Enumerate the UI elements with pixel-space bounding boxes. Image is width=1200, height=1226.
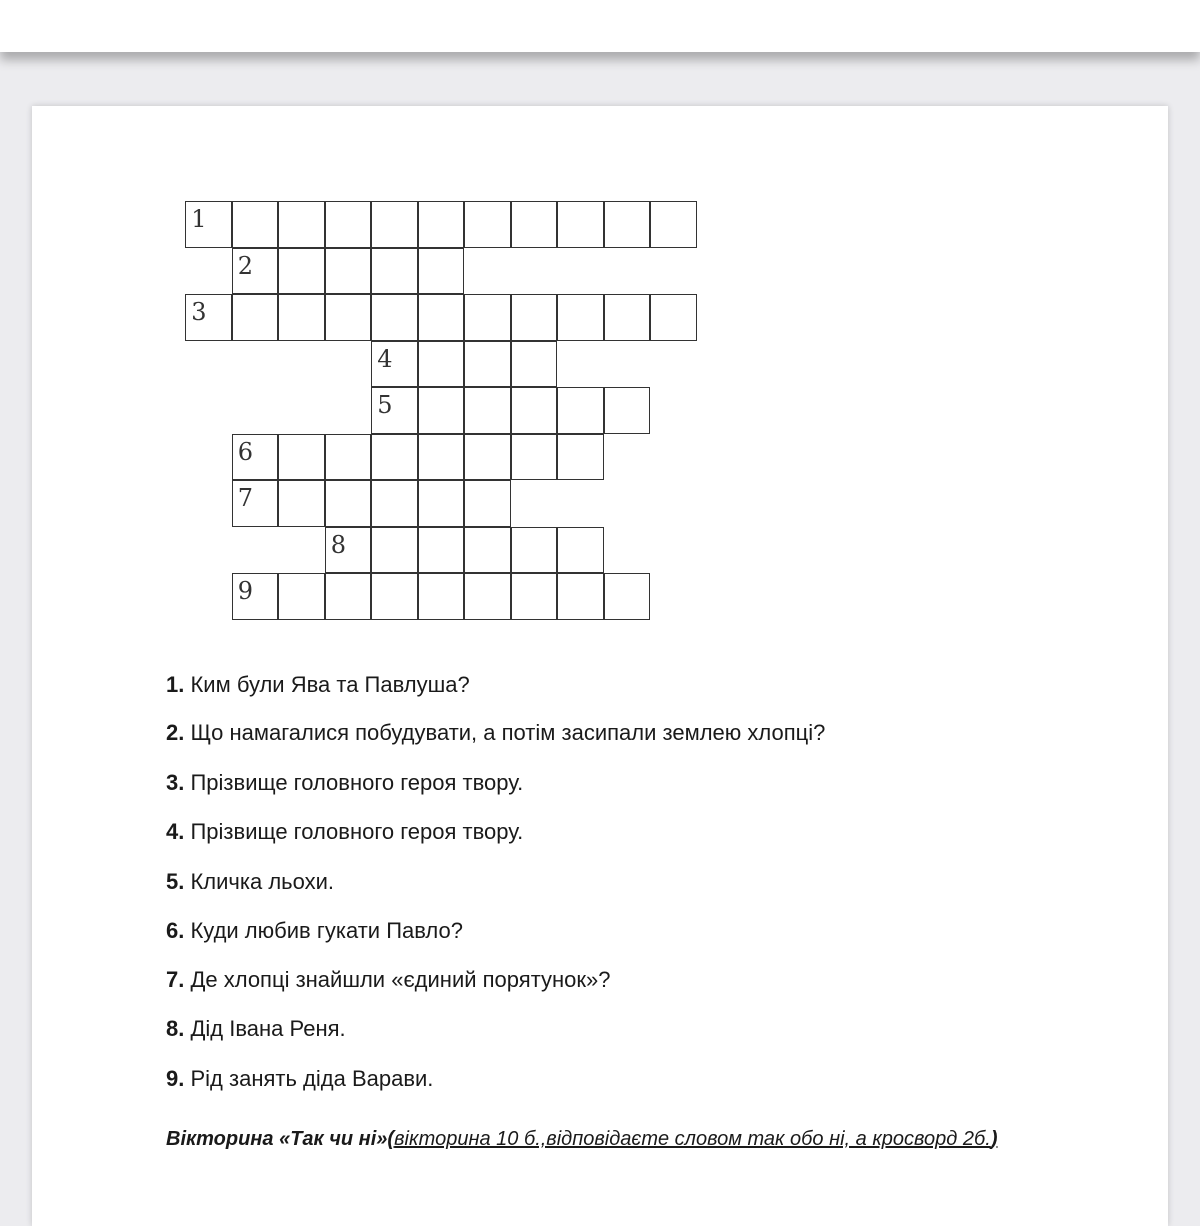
- crossword-cell: [325, 480, 372, 527]
- crossword-cell: [511, 527, 558, 574]
- crossword-cell: [464, 294, 511, 341]
- crossword-cell: [418, 527, 465, 574]
- crossword-cell: [511, 294, 558, 341]
- crossword-cell: [232, 480, 279, 527]
- crossword-cell: [604, 387, 651, 434]
- crossword-number: 7: [237, 484, 253, 513]
- crossword-number: 9: [237, 577, 253, 606]
- crossword-cell: [185, 294, 232, 341]
- crossword-cell: [511, 434, 558, 481]
- crossword-cell: [325, 201, 372, 248]
- question-7: 7. Де хлопці знайшли «єдиний порятунок»?: [166, 967, 611, 992]
- crossword-cell: [511, 387, 558, 434]
- question-9: 9. Рід занять діда Варави.: [166, 1066, 434, 1091]
- question-5: 5. Кличка льохи.: [166, 869, 335, 894]
- crossword-cell: [557, 294, 604, 341]
- crossword-cell: [325, 434, 372, 481]
- crossword-cell: [325, 294, 372, 341]
- crossword-cell: [418, 341, 465, 388]
- crossword-grid: [32, 106, 1168, 1226]
- crossword-number: 6: [237, 437, 253, 466]
- crossword-cell: [418, 294, 465, 341]
- crossword-number: 4: [377, 344, 393, 373]
- crossword-cell: [511, 573, 558, 620]
- document-page: [32, 106, 1168, 1226]
- crossword-cell: [511, 201, 558, 248]
- crossword-number: 5: [377, 391, 393, 420]
- crossword-cell: [371, 527, 418, 574]
- crossword-cell: [278, 573, 325, 620]
- crossword-cell: [418, 434, 465, 481]
- quiz-title: Вікторина «Так чи ні»: [166, 1128, 388, 1150]
- top-bar: [0, 0, 1200, 52]
- crossword-cell: [418, 387, 465, 434]
- crossword-cell: [650, 201, 697, 248]
- crossword-cell: [278, 294, 325, 341]
- crossword-cell: [557, 201, 604, 248]
- crossword-cell: [185, 201, 232, 248]
- crossword-cell: [232, 201, 279, 248]
- crossword-cell: [371, 434, 418, 481]
- crossword-cell: [278, 434, 325, 481]
- crossword-cell: [604, 573, 651, 620]
- crossword-number: 8: [330, 530, 346, 559]
- question-4: 4. Прізвище головного героя твору.: [166, 819, 524, 844]
- crossword-cell: [557, 434, 604, 481]
- crossword-cell: [418, 248, 465, 295]
- crossword-cell: [325, 573, 372, 620]
- crossword-cell: [325, 527, 372, 574]
- crossword-cell: [371, 341, 418, 388]
- crossword-cell: [371, 573, 418, 620]
- crossword-cell: [278, 480, 325, 527]
- crossword-number: 2: [237, 251, 253, 280]
- crossword-cell: [418, 201, 465, 248]
- quiz-note: вікторина 10 б.,відповідаєте словом так обо ні, а кросворд 2б.: [394, 1128, 991, 1150]
- crossword-cell: [278, 201, 325, 248]
- crossword-cell: [557, 387, 604, 434]
- crossword-cell: [464, 573, 511, 620]
- crossword-cell: [325, 248, 372, 295]
- question-3: 3. Прізвище головного героя твору.: [166, 770, 524, 795]
- crossword-cell: [232, 573, 279, 620]
- crossword-cell: [464, 480, 511, 527]
- crossword-cell: [371, 248, 418, 295]
- crossword-cell: [232, 248, 279, 295]
- crossword-cell: [418, 480, 465, 527]
- crossword-cell: [604, 294, 651, 341]
- question-6: 6. Куди любив гукати Павло?: [166, 918, 463, 943]
- crossword-cell: [371, 480, 418, 527]
- crossword-cell: [371, 201, 418, 248]
- crossword-cell: [511, 341, 558, 388]
- crossword-number: 3: [191, 298, 207, 327]
- crossword-cell: [232, 434, 279, 481]
- crossword-cell: [278, 248, 325, 295]
- crossword-cell: [232, 294, 279, 341]
- crossword-cell: [418, 573, 465, 620]
- crossword-cell: [557, 573, 604, 620]
- crossword-cell: [371, 294, 418, 341]
- crossword-cell: [371, 387, 418, 434]
- quiz-heading: Вікторина «Так чи ні»(вікторина 10 б.,відповідаєте словом так обо ні, а кросворд 2б.): [166, 1128, 998, 1150]
- question-2: 2. Що намагалися побудувати, а потім засипали землею хлопці?: [166, 720, 826, 745]
- crossword-cell: [464, 387, 511, 434]
- crossword-cell: [557, 527, 604, 574]
- crossword-cell: [604, 201, 651, 248]
- question-1: 1. Ким були Ява та Павлуша?: [166, 672, 470, 697]
- crossword-cell: [464, 341, 511, 388]
- question-8: 8. Дід Івана Реня.: [166, 1016, 346, 1041]
- crossword-cell: [464, 527, 511, 574]
- crossword-number: 1: [191, 205, 207, 234]
- crossword-cell: [464, 434, 511, 481]
- crossword-cell: [650, 294, 697, 341]
- crossword-cell: [464, 201, 511, 248]
